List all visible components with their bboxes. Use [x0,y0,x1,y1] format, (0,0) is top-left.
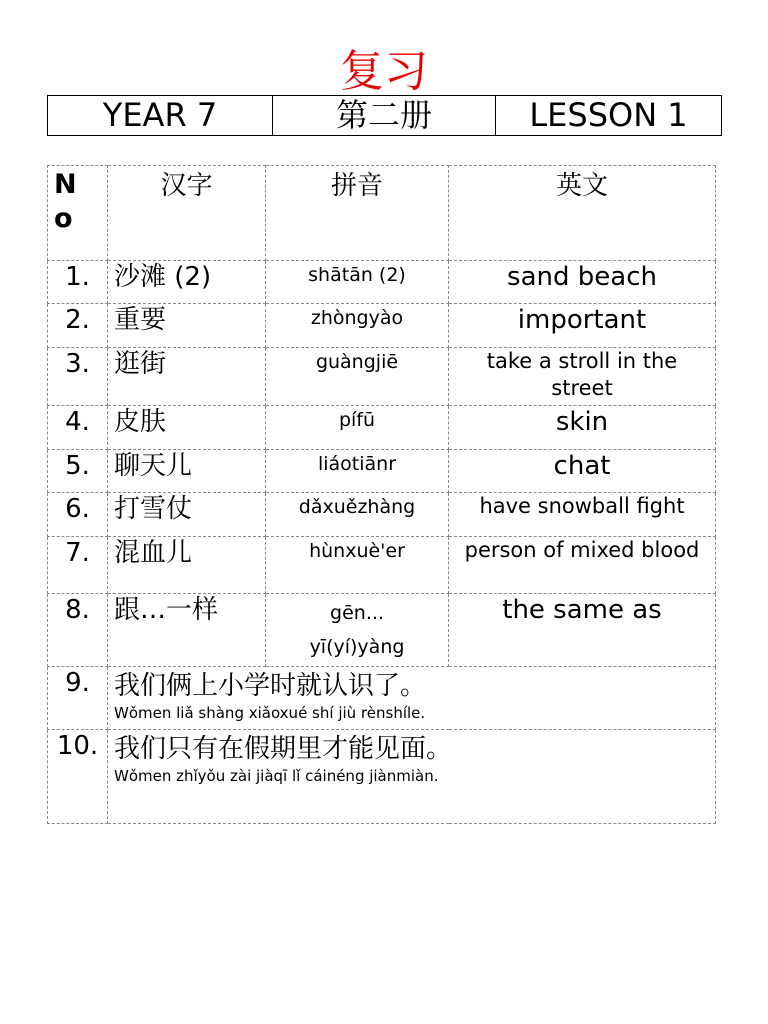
row-number: 6. [48,493,108,537]
sentence-cell [108,730,716,824]
row-number: 4. [48,406,108,450]
table-row [48,450,716,493]
lesson-label: LESSON 1 [496,96,722,136]
pinyin-line: gēn... [330,602,384,624]
english: important [449,304,716,348]
sentence-chinese: 我们只有在假期里才能见面。 [114,734,453,764]
chinese-word: 打雪仗 [108,493,266,537]
table-row [48,304,716,348]
sentence-pinyin: Wǒmen zhǐyǒu zài jiàqī lǐ cáinéng jiànmiàn. [114,767,439,785]
chinese-word: 皮肤 [108,406,266,450]
pinyin: zhòngyào [266,304,449,348]
row-number: 2. [48,304,108,348]
header-pinyin: 拼音 [266,166,449,261]
english: chat [449,450,716,493]
chinese-word: 聊天儿 [108,450,266,493]
english: the same as [449,594,716,667]
table-row [48,261,716,304]
chinese-word: 逛街 [108,348,266,406]
pinyin: liáotiānr [266,450,449,493]
vocab-table [47,165,716,824]
year-label: YEAR 7 [48,96,273,136]
english: skin [449,406,716,450]
pinyin: pífū [266,406,449,450]
row-number: 9. [48,667,108,730]
english: have snowball fight [449,493,716,537]
pinyin [266,594,449,667]
row-number: 3. [48,348,108,406]
chinese-word: 重要 [108,304,266,348]
book-label: 第二册 [273,96,496,136]
pinyin-line: yī(yí)yàng [309,636,405,658]
pinyin: hùnxuè'er [266,537,449,594]
row-number: 5. [48,450,108,493]
header-chinese: 汉字 [108,166,266,261]
sentence-row [48,730,716,824]
english: sand beach [449,261,716,304]
table-row [48,348,716,406]
sentence-row [48,667,716,730]
table-row [48,406,716,450]
row-number: 10. [48,730,108,824]
pinyin: shātān (2) [266,261,449,304]
page-title: 复习 [340,46,428,97]
sentence-cell [108,667,716,730]
chinese-word: 沙滩 (2) [108,261,266,304]
row-number: 8. [48,594,108,667]
header-table [47,95,722,136]
pinyin: dǎxuězhàng [266,493,449,537]
row-number: 1. [48,261,108,304]
sentence-chinese: 我们俩上小学时就认识了。 [114,671,427,701]
chinese-word: 混血儿 [108,537,266,594]
english: take a stroll in the street [449,348,716,406]
table-row [48,594,716,667]
table-row [48,493,716,537]
table-row [48,537,716,594]
sentence-pinyin: Wǒmen liǎ shàng xiǎoxué shí jiù rènshíle. [114,704,426,722]
header-no: N o [48,166,108,261]
row-number: 7. [48,537,108,594]
header-english: 英文 [449,166,716,261]
pinyin: guàngjiē [266,348,449,406]
english: person of mixed blood [449,537,716,594]
chinese-word: 跟…一样 [108,594,266,667]
